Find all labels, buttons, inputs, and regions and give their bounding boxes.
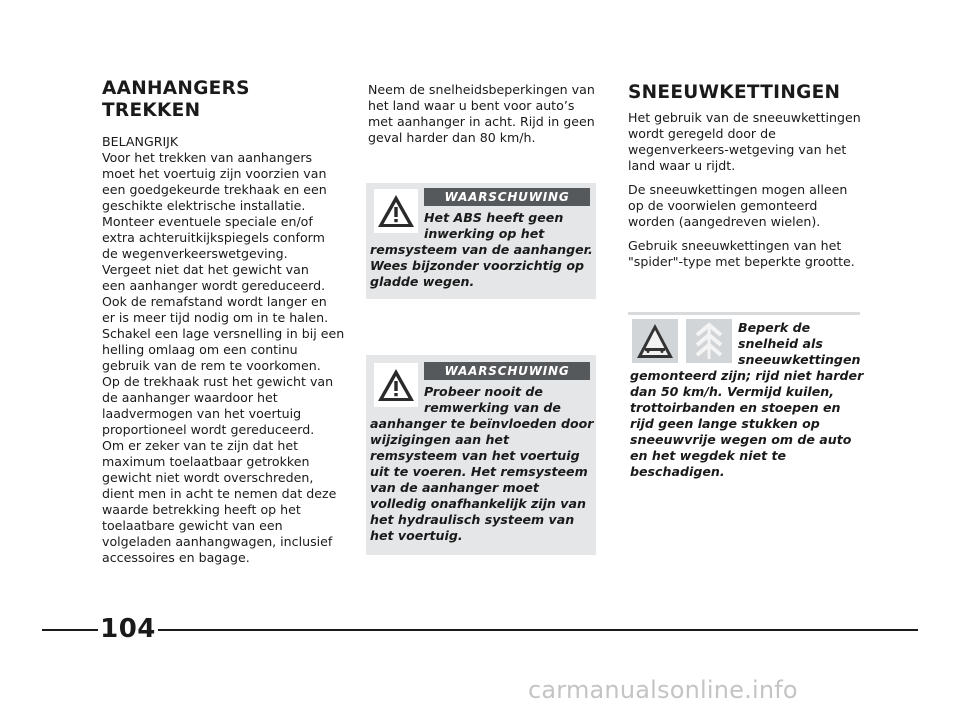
text-line: Om er zeker van te zijn dat het [102, 438, 299, 453]
text-line: op de voorwielen gemonteerd [628, 198, 818, 213]
text-line: De sneeuwkettingen mogen alleen [628, 182, 848, 197]
text-line: rijd geen lange stukken op [630, 416, 820, 431]
text-line: worden (aangedreven wielen). [628, 214, 821, 229]
snow-chains-heading: SNEEUWKETTINGEN [628, 82, 841, 103]
text-line: toelaatbare gewicht van een [102, 518, 283, 533]
brake-warning-text [370, 384, 592, 544]
text-line: uit te voeren. Het remsysteem [370, 464, 588, 479]
text-line: gemonteerd zijn; rijd niet harder [630, 368, 864, 383]
heading-line: AANHANGERS [102, 78, 250, 99]
watermark: carmanualsonline.info [528, 676, 798, 704]
text-line: met aanhanger in acht. Rijd in geen [368, 114, 595, 129]
text-line: een aanhanger wordt gereduceerd. [102, 278, 326, 293]
heading-line: TREKKEN [102, 100, 201, 121]
text-line: remsysteem van de aanhanger. [370, 242, 593, 257]
text-line: het land waar u bent voor auto’s [368, 98, 575, 113]
text-line: de wegenverkeerswetgeving. [102, 246, 288, 261]
text-line: remwerking van de [424, 400, 561, 415]
text-line: land waar u rijdt. [628, 158, 736, 173]
text-line: gewicht niet wordt overschreden, [102, 470, 314, 485]
snow-chains-paragraphs [628, 110, 864, 278]
text-line: Op de trekhaak rust het gewicht van [102, 374, 334, 389]
footer-rule-right [158, 629, 918, 631]
text-line: er is meer tijd nodig om in te halen. [102, 310, 329, 325]
abs-warning-text [370, 210, 592, 290]
text-line: Het ABS heeft geen [424, 210, 564, 225]
text-line: helling omlaag om een continu [102, 342, 298, 357]
page-number: 104 [100, 614, 156, 644]
text-line: en het wegdek niet te [630, 448, 787, 463]
footer-rule-left [42, 629, 98, 631]
text-line: van de aanhanger moet [370, 480, 539, 495]
text-line: sneeuwvrije wegen om de auto [630, 432, 852, 447]
text-line: extra achteruitkijkspiegels conform [102, 230, 325, 245]
text-line: Het gebruik van de sneeuwkettingen [628, 110, 861, 125]
text-line: gladde wegen. [370, 274, 475, 289]
text-line: Vergeet niet dat het gewicht van [102, 262, 309, 277]
text-line: het hydraulisch systeem van [370, 512, 575, 527]
text-line: laadvermogen van het voertuig [102, 406, 302, 421]
text-line: waarde betrekking heeft op het [102, 502, 301, 517]
text-line: maximum toelaatbaar getrokken [102, 454, 310, 469]
text-line: een goedgekeurde trekhaak en een [102, 182, 327, 197]
text-line: Neem de snelheidsbeperkingen van [368, 82, 595, 97]
trailer-body-text [102, 134, 345, 566]
text-line: geval harder dan 80 km/h. [368, 130, 536, 145]
text-line: trottoirbanden en stoepen en [630, 400, 841, 415]
text-line: Beperk de [738, 320, 811, 335]
text-line: BELANGRIJK [102, 134, 179, 149]
snow-chains-paragraph [628, 110, 864, 174]
abs-warning-box [366, 183, 596, 299]
text-line: geschikte elektrische installatie. [102, 198, 306, 213]
text-line: accessoires en bagage. [102, 550, 250, 565]
text-line: Wees bijzonder voorzichtig op [370, 258, 585, 273]
warning-label: WAARSCHUWING [424, 362, 590, 380]
text-line: Ook de remafstand wordt langer en [102, 294, 327, 309]
text-line: Probeer nooit de [424, 384, 543, 399]
text-line: dient men in acht te nemen dat deze [102, 486, 337, 501]
text-line: Schakel een lage versnelling in bij een [102, 326, 345, 341]
trailer-heading [102, 78, 334, 122]
snow-chains-paragraph [628, 238, 864, 270]
text-line: wordt geregeld door de [628, 126, 776, 141]
snow-chains-paragraph [628, 182, 864, 230]
text-line: snelheid als [738, 336, 823, 351]
text-line: moet het voertuig zijn voorzien van [102, 166, 327, 181]
brake-warning-box [366, 355, 596, 555]
text-line: wegenverkeers-wetgeving van het [628, 142, 847, 157]
speed-limit-text [368, 82, 596, 146]
text-line: inwerking op het [424, 226, 545, 241]
text-line: aanhanger te beïnvloeden door [370, 416, 594, 431]
text-line: proportioneel wordt gereduceerd. [102, 422, 315, 437]
text-line: volgeladen aanhangwagen, inclusief [102, 534, 333, 549]
text-line: "spider"-type met beperkte grootte. [628, 254, 855, 269]
text-line: sneeuwkettingen [738, 352, 861, 367]
text-line: Voor het trekken van aanhangers [102, 150, 313, 165]
warning-label: WAARSCHUWING [424, 188, 590, 206]
text-line: de aanhanger waardoor het [102, 390, 278, 405]
snow-chains-note [628, 312, 864, 489]
text-line: remsysteem van het voertuig [370, 448, 580, 463]
text-line: dan 50 km/h. Vermijd kuilen, [630, 384, 835, 399]
text-line: volledig onafhankelijk zijn van [370, 496, 586, 511]
text-line: beschadigen. [630, 464, 725, 479]
text-line: het voertuig. [370, 528, 463, 543]
text-line: wijzigingen aan het [370, 432, 509, 447]
text-line: Monteer eventuele speciale en/of [102, 214, 313, 229]
snow-chains-note-text [630, 320, 862, 480]
text-line: Gebruik sneeuwkettingen van het [628, 238, 842, 253]
text-line: gebruik van de rem te voorkomen. [102, 358, 321, 373]
